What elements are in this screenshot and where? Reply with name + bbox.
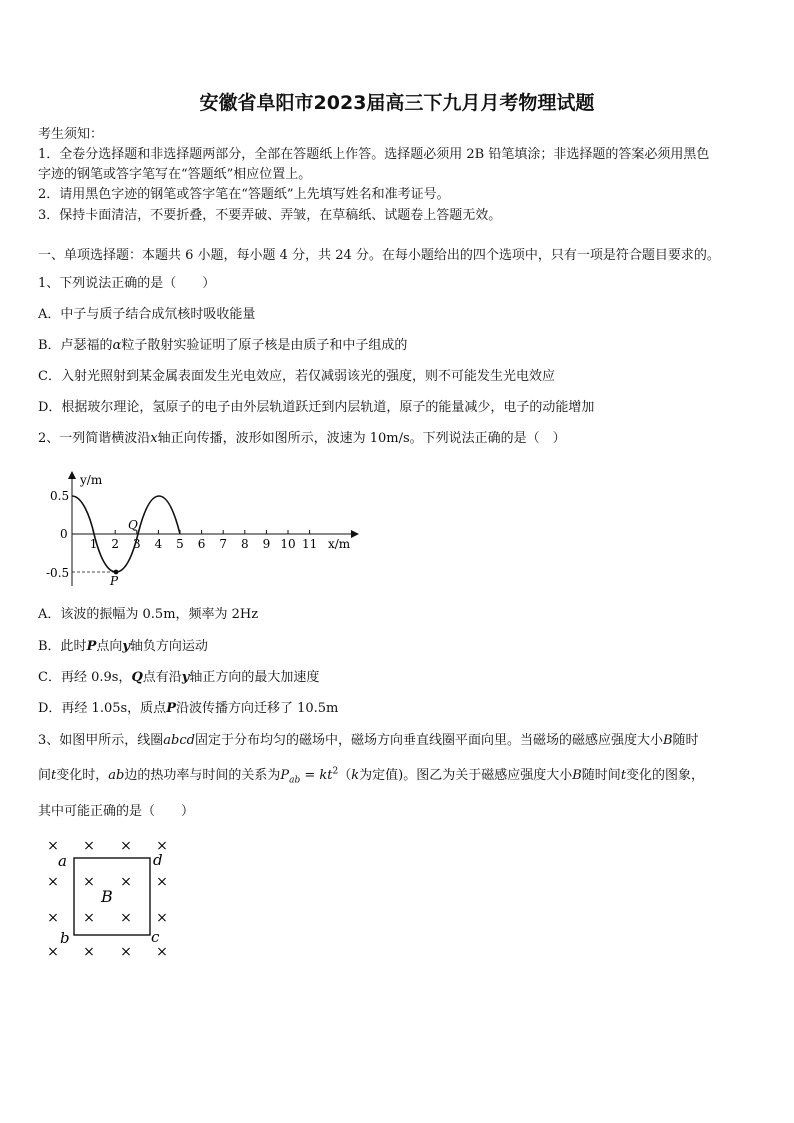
coil-figure: [38, 832, 188, 962]
field-cross-mark: ×: [83, 944, 95, 960]
notice-item-2: 2．请用黑色字迹的钢笔或答字笔在“答题纸”上先填写姓名和准考证号。: [38, 187, 450, 202]
corner-b: b: [60, 929, 70, 947]
q3-l2-b: 变化时，: [56, 768, 109, 783]
section-heading: 一、单项选择题：本题共 6 小题，每小题 4 分，共 24 分。在每小题给出的四个选项中，只有一项是符合题目要求的。: [38, 248, 720, 263]
corner-a: a: [58, 852, 67, 870]
q2-b-a: B．此时: [38, 639, 87, 654]
field-cross-mark: ×: [156, 874, 168, 890]
q3-l2-a: 间: [38, 768, 52, 783]
y-tick-zero: 0: [60, 527, 68, 541]
notice-heading: 考生须知：: [38, 127, 104, 142]
x-tick-label: 6: [197, 537, 206, 551]
q1-b-text: B．卢瑟福的: [38, 338, 113, 353]
field-cross-mark: ×: [120, 874, 132, 890]
q2-b-y: y: [122, 639, 130, 654]
notice-item-3: 3．保持卡面清洁，不要折叠，不要弄破、弄皱，在草稿纸、试题卷上答题无效。: [38, 208, 502, 223]
q3-l2-b2: B: [572, 768, 582, 783]
q1-option-c: C．入射光照射到某金属表面发生光电效应，若仅减弱该光的强度，则不可能发生光电效应: [38, 369, 555, 384]
wave-graph: [38, 468, 368, 590]
q2-option-d: [38, 697, 338, 716]
q2-option-a: A．该波的振幅为 0.5m，频率为 2Hz: [38, 607, 259, 622]
q1-option-b: [38, 334, 407, 353]
y-tick-top: 0.5: [50, 489, 70, 503]
x-tick-label: 3: [132, 537, 141, 551]
page-title: 安徽省阜阳市2023届高三下九月月考物理试题: [199, 92, 595, 114]
field-cross-mark: ×: [47, 944, 59, 960]
q2-option-b: [38, 635, 208, 654]
q2-b-mid: 点向: [96, 639, 123, 654]
q1-option-d: D．根据玻尔理论，氢原子的电子由外层轨道跃迁到内层轨道，原子的能量减少，电子的动能增加: [38, 400, 595, 415]
q2-stem-a: 2、一列简谐横波沿: [38, 431, 151, 446]
q3-l2-d: （: [338, 768, 352, 783]
field-cross-mark: ×: [120, 838, 132, 854]
q3-l2-sup: 2: [332, 766, 339, 777]
y-axis-label: y/m: [80, 473, 103, 487]
q2-stem-b: 轴正向传播，波形如图所示，波速为 10m/s。下列说法正确的是（ ）: [157, 431, 566, 446]
q2-c-y: y: [181, 670, 190, 685]
q3-l2-f: 随时间: [581, 768, 621, 783]
point-q-label: Q: [128, 518, 138, 532]
x-tick-label: 1: [89, 537, 98, 551]
x-tick-label: 2: [111, 537, 120, 551]
field-cross-mark: ×: [83, 910, 95, 926]
q3-stem-line3: 其中可能正确的是（ ）: [38, 804, 195, 819]
q1-stem: 1、下列说法正确的是（ ）: [38, 276, 216, 291]
q3-l1-b: B: [662, 733, 673, 748]
x-tick-label: 8: [240, 537, 249, 551]
y-tick-bottom: -0.5: [46, 566, 70, 580]
field-label-b: B: [101, 887, 113, 906]
x-tick-label: 5: [176, 537, 184, 551]
q3-l2-sub: ab: [289, 775, 301, 786]
field-cross-mark: ×: [156, 910, 168, 926]
q3-l2-t2: t: [620, 768, 627, 783]
q2-stem-x: x: [150, 431, 158, 446]
q3-l2-e: 为定值)。图乙为关于磁感应强度大小: [359, 768, 573, 783]
q2-d-post: 沿波传播方向迁移了 10.5m: [175, 701, 339, 716]
q3-l2-p: P: [280, 768, 290, 783]
corner-c: c: [151, 928, 160, 946]
q1-option-a: A．中子与质子结合成氘核时吸收能量: [38, 307, 256, 322]
point-p-label: P: [110, 574, 119, 588]
x-tick-label: 4: [154, 537, 163, 551]
field-cross-mark: ×: [83, 838, 95, 854]
field-cross-mark: ×: [120, 944, 132, 960]
q2-stem: [38, 427, 566, 446]
field-cross-mark: ×: [156, 944, 168, 960]
q3-l2-t: t: [51, 768, 57, 783]
x-ticks: [90, 530, 317, 551]
field-cross-mark: ×: [47, 874, 59, 890]
field-cross-mark: ×: [47, 910, 59, 926]
field-cross-mark: ×: [83, 874, 95, 890]
x-axis-label: x/m: [328, 537, 351, 551]
q3-l1-mid: 固定于分布均匀的磁场中，磁场方向垂直线圈平面向里。当磁场的磁感应强度大小: [194, 733, 663, 748]
q3-l2-k: k: [351, 768, 360, 783]
alpha-symbol: α: [112, 338, 122, 353]
q2-c-post: 轴正方向的最大加速度: [189, 670, 320, 685]
q3-l1-post: 随时: [672, 733, 699, 748]
q2-b-post: 轴负方向运动: [129, 639, 208, 654]
q3-stem-line1: [38, 729, 699, 748]
q2-b-p: P: [86, 639, 97, 654]
q3-l2-c: 边的热功率与时间的关系为: [124, 768, 281, 783]
q3-l2-g: 变化的图象，: [626, 768, 705, 783]
q1-b-text2: 粒子散射实验证明了原子核是由质子和中子组成的: [121, 338, 408, 353]
x-tick-label: 7: [219, 537, 228, 551]
field-cross-mark: ×: [47, 838, 59, 854]
x-tick-label: 11: [301, 537, 318, 551]
field-cross-mark: ×: [156, 838, 168, 854]
corner-d: d: [153, 851, 163, 869]
q2-d-a: D．再经 1.05s，质点: [38, 701, 167, 716]
q3-stem-line2: [38, 764, 704, 786]
q2-c-a: C．再经 0.9s，: [38, 670, 132, 685]
field-cross-mark: ×: [120, 910, 132, 926]
q2-option-c: [38, 666, 319, 685]
q2-c-mid: 点有沿: [142, 670, 182, 685]
q2-d-p: P: [166, 701, 176, 716]
q2-c-q: Q: [131, 670, 143, 685]
q3-l1-abcd: abcd: [163, 733, 195, 748]
x-tick-label: 10: [280, 537, 296, 551]
notice-item-1-cont: 字迹的钢笔或答字笔写在“答题纸”相应位置上。: [38, 167, 312, 182]
q3-l1-a: 3、如图甲所示，线圈: [38, 733, 164, 748]
q3-l2-eq: = kt: [300, 768, 333, 783]
x-tick-label: 9: [262, 537, 271, 551]
q3-l2-ab: ab: [108, 768, 125, 783]
notice-item-1: 1．全卷分选择题和非选择题两部分，全部在答题纸上作答。选择题必须用 2B 铅笔填涂；非选择题的答案必须用黑色: [38, 147, 710, 162]
